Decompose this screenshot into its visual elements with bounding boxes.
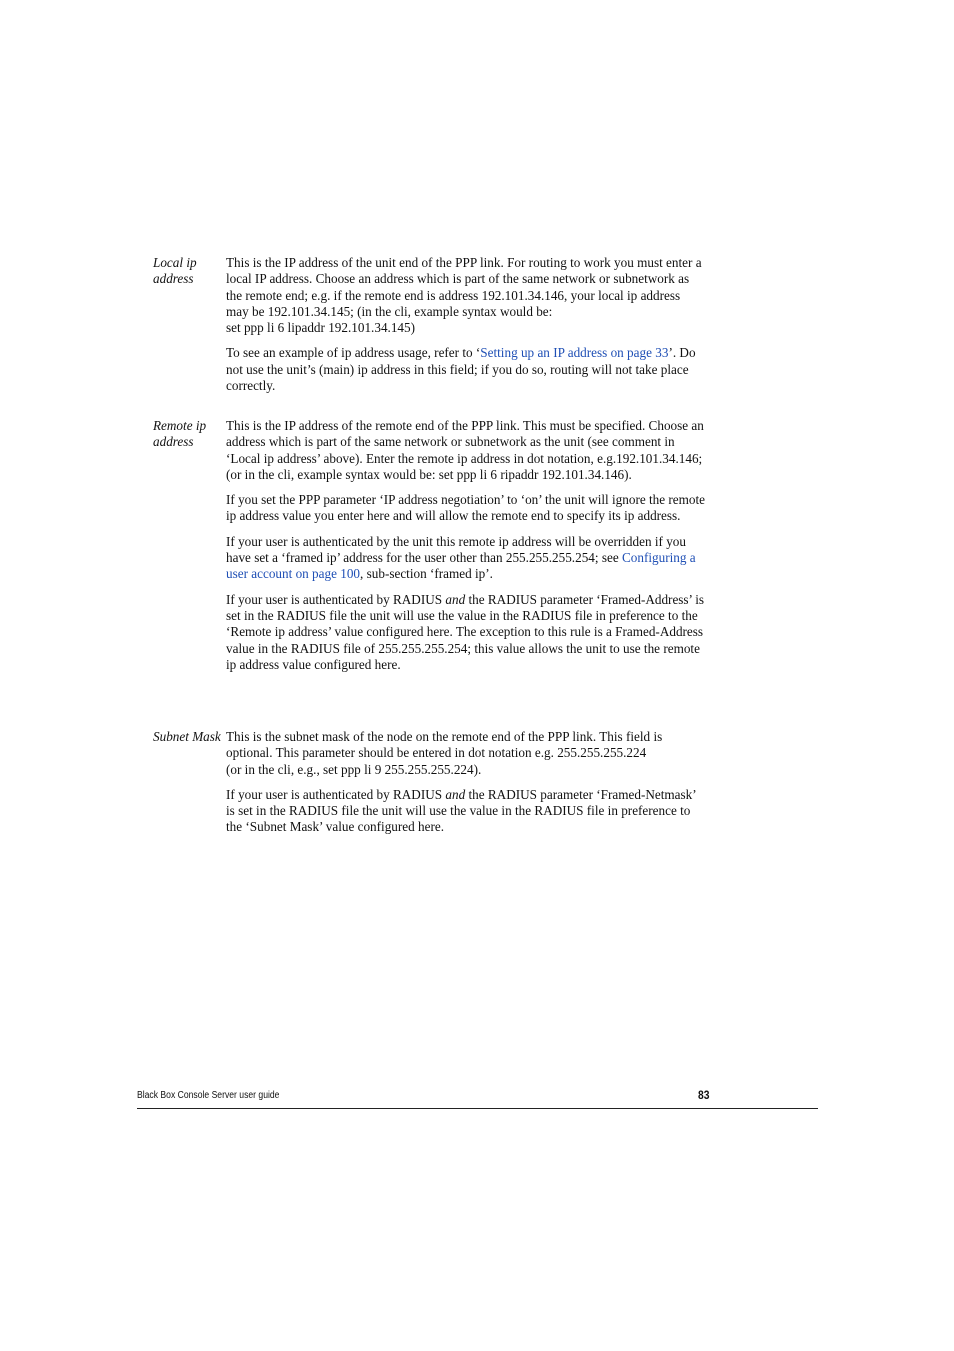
cli-syntax: set ppp li 6 lipaddr 192.101.34.145) <box>226 320 416 336</box>
cli-syntax: (or in the cli, e.g., set ppp li 9 255.255.255.224). <box>226 761 482 777</box>
term-remote-ip-address: Remote ip address <box>153 418 207 450</box>
paragraph <box>226 592 706 673</box>
link-configuring-user-account[interactable]: Configuring a user account on page 100 <box>226 550 696 582</box>
paragraph-text: If your user is authenticated by RADIUS <box>226 786 446 802</box>
paragraph: If you set the PPP parameter ‘IP address negotiation’ to ‘on’ the unit will ignore the remote ip address value you enter here and will allow the remote end to specify its ip address. <box>226 492 706 524</box>
link-setting-up-ip-address[interactable]: Setting up an IP address on page 33 <box>480 345 669 361</box>
paragraph-text: ’. Do not use the unit’s (main) ip address in this field; if you do so, routing will not take place correctly. <box>226 345 696 394</box>
description-subnet-mask <box>226 729 706 845</box>
paragraph-text: This is the subnet mask of the node on the remote end of the PPP link. This field is optional. This parameter should be entered in dot notation e.g. 255.255.255.224 <box>226 729 663 761</box>
emphasis-and: and <box>445 786 466 802</box>
paragraph-text: If your user is authenticated by the unit this remote ip address will be overridden if you have set a ‘framed ip’ address for the user other than 255.255.255.254; see <box>226 533 686 566</box>
paragraph: This is the IP address of the remote end of the PPP link. This must be specified. Choose an address which is part of the same network or subnetwork as the unit (see comment in ‘Local ip address’ above). Enter the remote ip address in dot notation, e.g.192.101.34.146; (or in the cli, example syntax would be: set ppp li 6 ripaddr 192.101.34.146). <box>226 418 704 482</box>
footer-title: Black Box Console Server user guide <box>137 1090 280 1101</box>
paragraph-text: If your user is authenticated by RADIUS <box>226 591 446 607</box>
paragraph <box>226 255 706 336</box>
paragraph-text: To see an example of ip address usage, refer to ‘ <box>226 345 481 361</box>
term-subnet-mask: Subnet Mask <box>153 729 221 744</box>
paragraph <box>226 534 706 583</box>
paragraph-text: the RADIUS parameter ‘Framed-Address’ is set in the RADIUS file the unit will use the value in the RADIUS file in preference to the ‘Remote ip address’ value configured here. The exception to this rule is a Framed-Address value in the RADIUS file of 255.255.255.254; this value allows the unit to use the remote ip address value configured here. <box>226 591 705 672</box>
paragraph-text: This is the IP address of the unit end of the PPP link. For routing to work you must enter a local IP address. Choose an address which is part of the same network or subnetwork as the remote end; e.g. if the remote end is address 192.101.34.146, your local ip address may be 192.101.34.145; (in the cli, example syntax would be: <box>226 255 702 319</box>
paragraph-text: the RADIUS parameter ‘Framed-Netmask’ is set in the RADIUS file the unit will use the value in the RADIUS file in preference to the ‘Subnet Mask’ value configured here. <box>226 786 696 835</box>
term-local-ip-address: Local ip address <box>153 255 197 287</box>
paragraph <box>226 787 706 836</box>
emphasis-and: and <box>445 591 466 607</box>
page-footer <box>137 1088 818 1109</box>
paragraph-text: , sub-section ‘framed ip’. <box>360 566 493 582</box>
paragraph <box>226 729 706 778</box>
description-remote-ip-address <box>226 418 706 682</box>
page-number: 83 <box>698 1088 710 1102</box>
description-local-ip-address <box>226 255 706 403</box>
paragraph <box>226 345 706 394</box>
